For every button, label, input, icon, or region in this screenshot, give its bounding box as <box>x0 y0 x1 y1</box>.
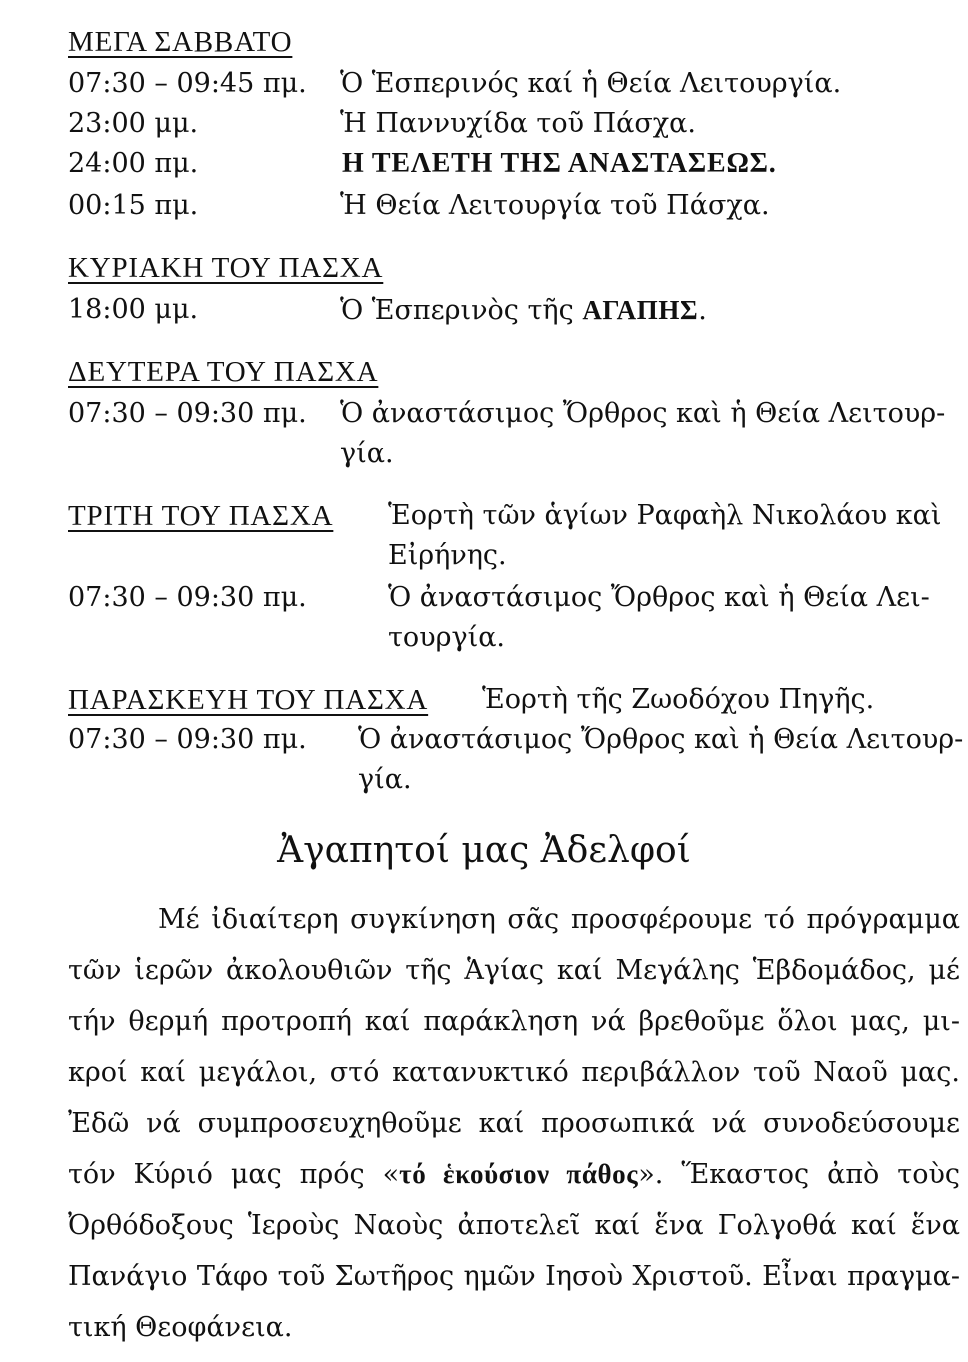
schedule-row <box>0 104 968 144</box>
schedule-row-continuation <box>0 760 968 800</box>
row-time: 07:30 – 09:45 πμ. <box>68 68 307 99</box>
schedule-row <box>0 394 968 434</box>
row-time: 24:00 πμ. <box>68 148 199 179</box>
feast-description: Ἑορτὴ τῶν ἁγίων Ραφαὴλ Νικολάου καὶ <box>388 500 942 531</box>
row-description: Ὁ Ἑσπερινὸς τῆς ΑΓΑΠΗΣ. <box>340 295 707 326</box>
letter-line: τῶν ἱερῶν ἀκολουθιῶν τῆς Ἁγίας καί Μεγάλης Ἑβδομάδος, μέ <box>68 955 960 986</box>
row-description: Ὁ ἀναστάσιμος Ὄρθρος καὶ ἡ Θεία Λειτουρ- <box>340 398 946 429</box>
section-heading-easter-tuesday: ΤΡΙΤΗ ΤΟΥ ΠΑΣΧΑ <box>68 500 334 532</box>
letter-emphasis: τό ἑκούσιον πάθος <box>399 1159 639 1189</box>
schedule-row <box>0 186 968 226</box>
row-description-emphasis: Η ΤΕΛΕΤΗ ΤΗΣ ΑΝΑΣΤΑΣΕΩΣ. <box>342 148 777 179</box>
row-time: 18:00 μμ. <box>68 294 199 325</box>
section-heading-holy-saturday: ΜΕΓΑ ΣΑΒΒΑΤΟ <box>68 26 293 58</box>
row-description-continuation: γία. <box>358 764 412 795</box>
letter-line: Μέ ἰδιαίτερη συγκίνηση σᾶς προσφέρουμε τό πρόγραμμα <box>158 904 960 935</box>
row-description: Ὁ ἀναστάσιμος Ὄρθρος καὶ ἡ Θεία Λει- <box>388 582 930 613</box>
row-description-emphasis: ΑΓΑΠΗΣ <box>582 295 699 325</box>
schedule-row <box>0 290 968 330</box>
schedule-row <box>0 720 968 760</box>
feast-description-continuation: Εἰρήνης. <box>388 540 507 571</box>
schedule-row <box>0 144 968 184</box>
feast-continuation <box>0 536 968 576</box>
row-description: Ἡ Θεία Λειτουργία τοῦ Πάσχα. <box>340 190 770 221</box>
row-description-continuation: γία. <box>340 438 394 469</box>
row-description: Ὁ Ἑσπερινός καί ἡ Θεία Λειτουργία. <box>340 68 842 99</box>
schedule-row-continuation <box>0 618 968 658</box>
schedule-row-continuation <box>0 434 968 474</box>
letter-body <box>68 894 960 1353</box>
row-time: 23:00 μμ. <box>68 108 199 139</box>
letter-line: τήν θερμή προτροπή καί παράκληση νά βρεθοῦμε ὅλοι μας, μι- <box>68 1006 960 1037</box>
section-heading-easter-friday: ΠΑΡΑΣΚΕΥΗ ΤΟΥ ΠΑΣΧΑ <box>68 684 429 716</box>
section-heading-easter-sunday: ΚΥΡΙΑΚΗ ΤΟΥ ΠΑΣΧΑ <box>68 252 384 284</box>
letter-line: τική Θεοφάνεια. <box>68 1312 293 1343</box>
row-time: 00:15 πμ. <box>68 190 199 221</box>
row-description-continuation: τουργία. <box>388 622 506 653</box>
letter-line: Πανάγιο Τάφο τοῦ Σωτῆρος ημῶν Ιησοὺ Χριστοῦ. Εἶναι πραγμα- <box>68 1261 960 1292</box>
row-time: 07:30 – 09:30 πμ. <box>68 398 307 429</box>
letter-line: κροί καί μεγάλοι, στό κατανυκτικό περιβάλλον τοῦ Ναοῦ μας. <box>68 1057 960 1088</box>
row-time: 07:30 – 09:30 πμ. <box>68 724 307 755</box>
section-heading-row <box>0 496 968 536</box>
letter-title: Ἀγαπητοί μας Ἀδελφοί <box>277 830 691 871</box>
row-time: 07:30 – 09:30 πμ. <box>68 582 307 613</box>
letter-line: Ὀρθόδοξους Ἱεροὺς Ναοὺς ἀποτελεῖ καί ἕνα Γολγοθά καί ἕνα <box>68 1210 960 1241</box>
row-description: Ὁ ἀναστάσιμος Ὄρθρος καὶ ἡ Θεία Λειτουρ- <box>358 724 964 755</box>
feast-description: Ἑορτὴ τῆς Ζωοδόχου Πηγῆς. <box>482 684 875 715</box>
row-description: Ἡ Παννυχίδα τοῦ Πάσχα. <box>340 108 696 139</box>
section-heading-row <box>0 680 968 720</box>
schedule-row <box>0 64 968 104</box>
schedule-row <box>0 578 968 618</box>
section-heading-easter-monday: ΔΕΥΤΕΡΑ ΤΟΥ ΠΑΣΧΑ <box>68 356 379 388</box>
letter-line-with-emphasis: τόν Κύριό μας πρός «τό ἑκούσιον πάθος». Ἕκαστος ἀπὸ τοὺς <box>68 1159 960 1190</box>
letter-line: Ἐδῶ νά συμπροσευχηθοῦμε καί προσωπικά νά συνοδεύσουμε <box>68 1108 960 1139</box>
